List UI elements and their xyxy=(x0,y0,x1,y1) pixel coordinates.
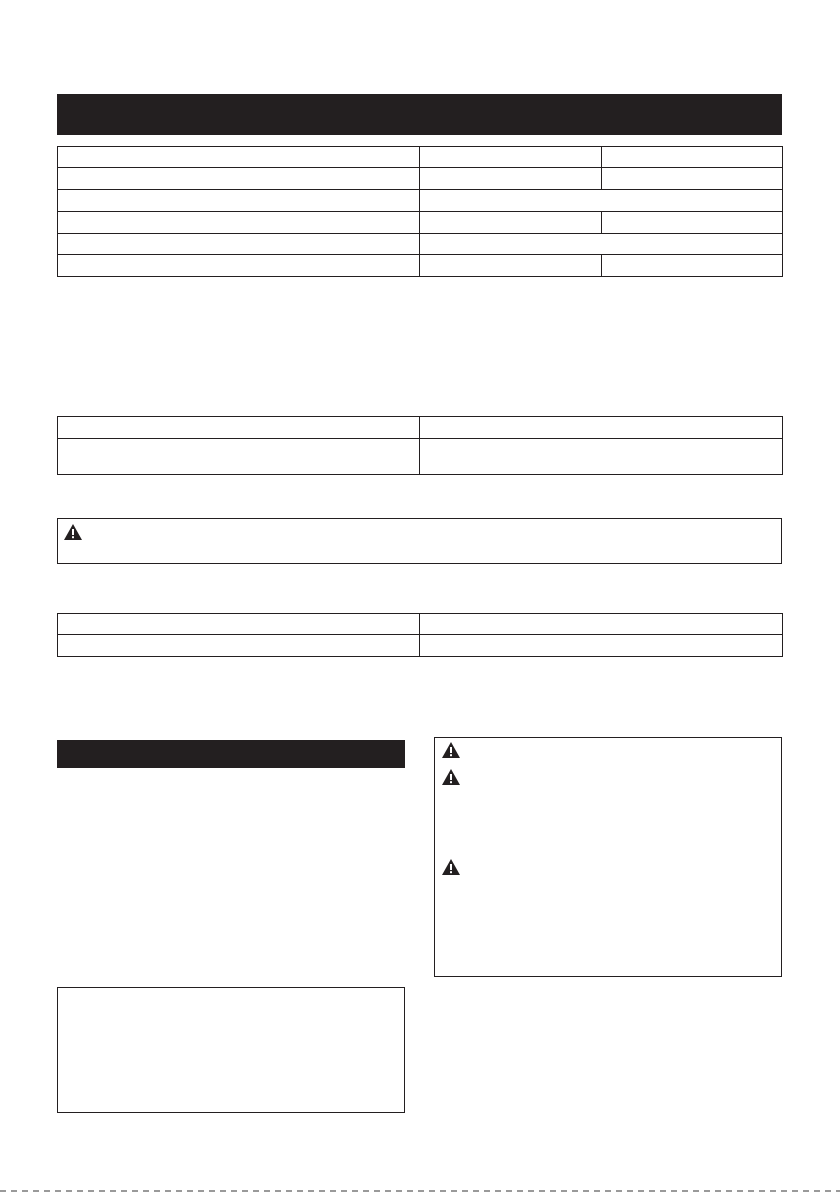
table-cell xyxy=(602,212,783,234)
table-cell xyxy=(58,635,420,657)
table-cell xyxy=(58,212,420,234)
table-cell xyxy=(420,212,602,234)
table-cell xyxy=(420,255,602,277)
table-row xyxy=(58,417,783,439)
third-table xyxy=(57,613,783,657)
table-cell xyxy=(420,614,783,635)
table-row xyxy=(58,147,783,168)
table-row xyxy=(58,635,783,657)
table-cell xyxy=(58,439,420,475)
specifications-table xyxy=(57,146,783,277)
table-cell xyxy=(420,635,783,657)
table-row xyxy=(58,255,783,277)
table-cell xyxy=(602,147,783,168)
table-cell xyxy=(602,168,783,190)
table-cell xyxy=(58,147,420,168)
table-cell xyxy=(420,190,783,212)
warning-triangle-icon xyxy=(441,768,461,786)
left-section-header-bar xyxy=(57,740,405,768)
table-row xyxy=(58,614,783,635)
second-table xyxy=(57,416,783,475)
warning-box xyxy=(57,518,782,564)
table-cell xyxy=(602,255,783,277)
table-cell xyxy=(420,439,783,475)
table-cell xyxy=(420,168,602,190)
safety-warnings-box xyxy=(434,737,782,977)
table-row xyxy=(58,439,783,475)
table-cell xyxy=(58,255,420,277)
table-row xyxy=(58,234,783,255)
warning-triangle-icon xyxy=(441,858,461,876)
table-cell xyxy=(420,234,783,255)
table-cell xyxy=(58,168,420,190)
table-cell xyxy=(420,417,783,439)
table-cell xyxy=(58,417,420,439)
warning-triangle-icon xyxy=(63,523,83,541)
table-row xyxy=(58,212,783,234)
table-cell xyxy=(58,190,420,212)
section-header-bar xyxy=(57,94,782,135)
table-row xyxy=(58,168,783,190)
table-row xyxy=(58,190,783,212)
warning-triangle-icon xyxy=(441,741,461,759)
note-box xyxy=(57,987,405,1113)
table-cell xyxy=(58,614,420,635)
table-cell xyxy=(420,147,602,168)
table-cell xyxy=(58,234,420,255)
